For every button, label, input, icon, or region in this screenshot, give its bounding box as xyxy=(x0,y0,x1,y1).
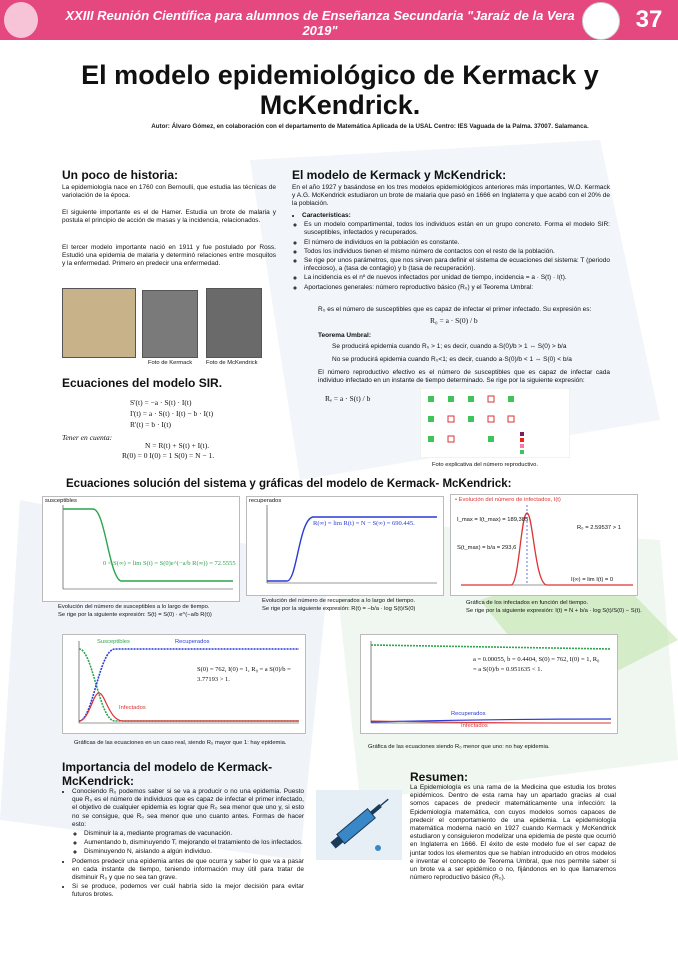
summary-heading: Resumen: xyxy=(410,770,469,784)
kermack-photo xyxy=(142,290,198,358)
feature-3: ◦ Todos los individuos tienen el mismo número de contactos con el resto de la población. xyxy=(304,248,610,256)
model-features xyxy=(292,212,610,293)
threshold-1: Se producirá epidemia cuando R₀ > 1; es decir, cuando a·S(0)/b > 1 ⇔ S(0) > b/a xyxy=(332,343,567,350)
seal-logo-icon xyxy=(582,2,620,40)
susceptibles-axis-label: susceptibles xyxy=(45,498,77,504)
recovered-limit-eq: R(∞) = lim R(t) = N − S(∞) = 690.445. xyxy=(313,520,415,527)
syringe-icon xyxy=(316,790,402,860)
model-heading: El modelo de Kermack y McKendrick: xyxy=(292,168,507,182)
no-epidemic-infected-label: Infectados xyxy=(461,723,488,729)
feature-2: ◦ El número de individuos en la población es constante. xyxy=(304,239,610,247)
importance-bullet-2: • Podemos predecir una epidemia antes de que ocurra y saber lo que va a pasar en cada instante de tiempo, teniendo información muy útil para tratar de disminuir R₀ y que no sea tan grave. xyxy=(72,858,304,883)
feature-6: ◦ Aportaciones generales: número reproductivo básico (R₀) y el Teorema Umbral: xyxy=(304,284,610,292)
authors-line: Autor: Álvaro Gómez, en colaboración con el departamento de Matemática Aplicada de la USAL Centro: IES Vaguada de la Palma. 37007. Salamanca. xyxy=(151,123,589,130)
importance-heading: Importancia del modelo de Kermack-McKendrick: xyxy=(62,760,273,788)
infected-graph-title: • Evolución del número de infectados, I(t) xyxy=(455,497,561,503)
real-case-caption: Gráficas de las ecuaciones en un caso real, siendo R₀ mayor que 1: hay epidemia. xyxy=(74,740,287,746)
real-case-params: S(0) = 762, I(0) = 1, R₀ = a S(0)/b = 3.77193 > 1. xyxy=(197,666,291,683)
header-bar xyxy=(0,0,678,40)
history-heading: Un poco de historia: xyxy=(62,168,179,182)
real-infected-label: Infectados xyxy=(119,705,146,711)
importance-bullet-1: • Conociendo R₀ podemos saber si se va a producir o no una epidemia. Puesto que R₀ es el número de individuos que es capaz de infectar el primer infectado, el objetivo de cualquier epidemia es lograr que R₀ sea menor que uno y, si esto no se consigue, que R₀ sea menor que uno cuanto antes. Formas de hacer esto: xyxy=(72,788,304,829)
infected-r0-eq: R₀ = 2.59537 > 1 xyxy=(577,525,621,531)
diagram-caption: Foto explicativa del número reproductivo. xyxy=(432,462,539,468)
r0-text: R₀ es el número de susceptibles que es capaz de infectar el primer infectado. Su expresión es: xyxy=(318,306,592,313)
infected-smax-eq: S(t_max) = b/a = 293,6 xyxy=(457,545,517,551)
r0-equation: R₀ = a · S(0) / b xyxy=(430,316,478,325)
flower-logo-icon xyxy=(4,2,38,38)
page-number: 37 xyxy=(635,6,663,33)
features-label: • Características: xyxy=(302,212,610,220)
threshold-theorem-label: Teorema Umbral: xyxy=(318,332,371,339)
effective-r-equation: Rₑ = a · S(t) / b xyxy=(325,394,371,403)
importance-list xyxy=(62,788,304,901)
susceptibles-graph xyxy=(42,496,240,602)
no-epidemic-graph xyxy=(360,634,618,734)
history-p1: La epidemiología nace en 1760 con Bernoulli, que estudia las técnicas de variolación de la época. xyxy=(62,184,276,200)
solutions-heading: Ecuaciones solución del sistema y gráficas del modelo de Kermack- McKendrick: xyxy=(66,478,512,490)
feature-1: ◦ Es un modelo compartimental, todos los individuos están en un grupo concreto. Forma el modelo SIR: susceptibles, infectados y recuperados. xyxy=(304,221,610,237)
recovered-graph xyxy=(246,496,444,596)
susceptibles-caption-2: Se rige por la siguiente expresión: S(t) = S(0) · e^(−a/b R(t)) xyxy=(58,612,212,618)
feature-5: ◦ La incidencia es el nº de nuevos infectados por unidad de tiempo, incidencia = a · S(t) · I(t). xyxy=(304,274,610,282)
importance-sub-3: ◦ Disminuyendo N, aislando a algún individuo. xyxy=(84,848,304,856)
poster-title: El modelo epidemiológico de Kermack y McKendrick. xyxy=(81,60,599,120)
real-recovered-label: Recuperados xyxy=(175,639,210,645)
recovered-axis-label: recuperados xyxy=(249,498,282,504)
importance-sub-2: ◦ Aumentando b, disminuyendo T, mejorando el tratamiento de los infectados. xyxy=(84,839,304,847)
mckendrick-photo xyxy=(206,288,262,358)
reproductive-number-diagram xyxy=(420,388,570,458)
history-p3: El tercer modelo importante nació en 1911 y fue postulado por Ross. Estudió una epidemia de malaria y determinó relaciones entre mosquitos y la enfermedad. Primero en predecir una enfermedad. xyxy=(62,244,276,268)
history-p2: El siguiente importante es el de Hamer. Estudia un brote de malaria y postula el principio de acción de masas y la incidencia, relacionados. xyxy=(62,209,276,225)
no-epidemic-params: a = 0.00055, b = 0.4404, S(0) = 762, I(0) = 1, R₀ = a S(0)/b = 0.951635 < 1. xyxy=(473,656,600,673)
importance-sub-1: ◦ Disminuir la a, mediante programas de vacunación. xyxy=(84,830,304,838)
summary-text: La Epidemiología es una rama de la Medicina que estudia los brotes epidémicos. Dentro de esta rama hay un apartado gracias al cual somos capaces de predecir matemáticamente una infección: la Epidemiología matemática, con cuyos modelos somos capaces de predecir el comportamiento de una epidemia. La epidemiología matemática moderna nació en 1927 cuando Kermack y McKendrick estudiaron y consiguieron modelizar una epidemia de peste que ocurrió en Inglaterra en 1666. El éxito de este modelo fue el ser capaz de juntar todos los elementos que se habían introducido en otros modelos e inventar el concepto de Teorema Umbral, que nos permite saber si un brote va a ser epidémico o no, fijándonos en lo que llamaremos número reproductivo básico (R₀). xyxy=(410,784,616,882)
sir-heading: Ecuaciones del modelo SIR. xyxy=(62,376,223,390)
no-epidemic-recovered-label: Recuperados xyxy=(451,711,486,717)
threshold-2: No se producirá epidemia cuando R₀<1; es decir, cuando a·S(0)/b < 1 ⇔ S(0) < b/a xyxy=(332,356,572,363)
conference-title: XXIII Reunión Científica para alumnos de Enseñanza Secundaria "Jaraíz de la Vera 2019" xyxy=(65,8,575,38)
infected-limit-eq: I(∞) = lim I(t) = 0 xyxy=(571,577,614,583)
model-intro: En el año 1927 y basándose en los tres modelos epidemiológicos anteriores más importantes, W.O. Kermack y A.G. McKendrick estudiaron un brote de malaria que pasó en 1666 en Inglaterra y que acabó con el 20% de la población. xyxy=(292,184,610,208)
mckendrick-caption: Foto de McKendrick xyxy=(206,360,258,366)
real-case-graph xyxy=(62,634,306,734)
real-susceptibles-label: Susceptibles xyxy=(97,639,130,645)
kermack-caption: Foto de Kermack xyxy=(148,360,193,366)
recovered-caption-1: Evolución del número de recuperados a lo largo del tiempo. xyxy=(262,598,416,604)
susceptibles-limit-eq: 0 < S(∞) = lim S(t) = S(0)e^(−a/b R(∞)) = 72.5555 xyxy=(103,560,236,567)
sir-eq1: S'(t) = −a · S(t) · I(t) xyxy=(130,398,192,407)
infected-graph xyxy=(450,494,638,596)
infected-max-eq: I_max = I(t_max) = 189,385 xyxy=(457,517,529,523)
historical-engraving-image xyxy=(62,288,136,358)
sir-eq5: R(0) = 0 I(0) = 1 S(0) = N − 1. xyxy=(122,451,215,460)
feature-4: ◦ Se rige por unos parámetros, que nos sirven para definir el sistema de ecuaciones del sistema: T (periodo infeccioso), a (tasa de contagio) y b (tasa de recuperación). xyxy=(304,257,610,273)
infected-caption-2: Se rige por la siguiente expresión: I(t) = N + b/a · log S(t)/S(0) − S(t). xyxy=(466,608,642,614)
sir-note: Tener en cuenta: xyxy=(62,433,113,442)
infected-caption-1: Gráfica de los infectados en función del tiempo. xyxy=(466,600,589,606)
effective-r-text: El número reproductivo efectivo es el número de susceptibles que es capaz de infectar cada individuo infectado en un instante de tiempo determinado. Se rige por la siguiente expresión: xyxy=(318,369,610,385)
recovered-caption-2: Se rige por la siguiente expresión: R(t) = −b/a · log S(t)/S(0) xyxy=(262,606,416,612)
sir-eq4: N = R(t) + S(t) + I(t). xyxy=(145,441,210,450)
no-epidemic-caption: Gráfica de las ecuaciones siendo R₀ menor que uno: no hay epidemia. xyxy=(368,744,550,750)
sir-eq2: I'(t) = a · S(t) · I(t) − b · I(t) xyxy=(130,409,214,418)
importance-bullet-3: • Si se produce, podemos ver cuál habría sido la mejor decisión para evitar futuros brotes. xyxy=(72,883,304,899)
sir-eq3: R'(t) = b · I(t) xyxy=(130,420,171,429)
susceptibles-caption-1: Evolución del número de susceptibles a lo largo de tiempo. xyxy=(58,604,210,610)
